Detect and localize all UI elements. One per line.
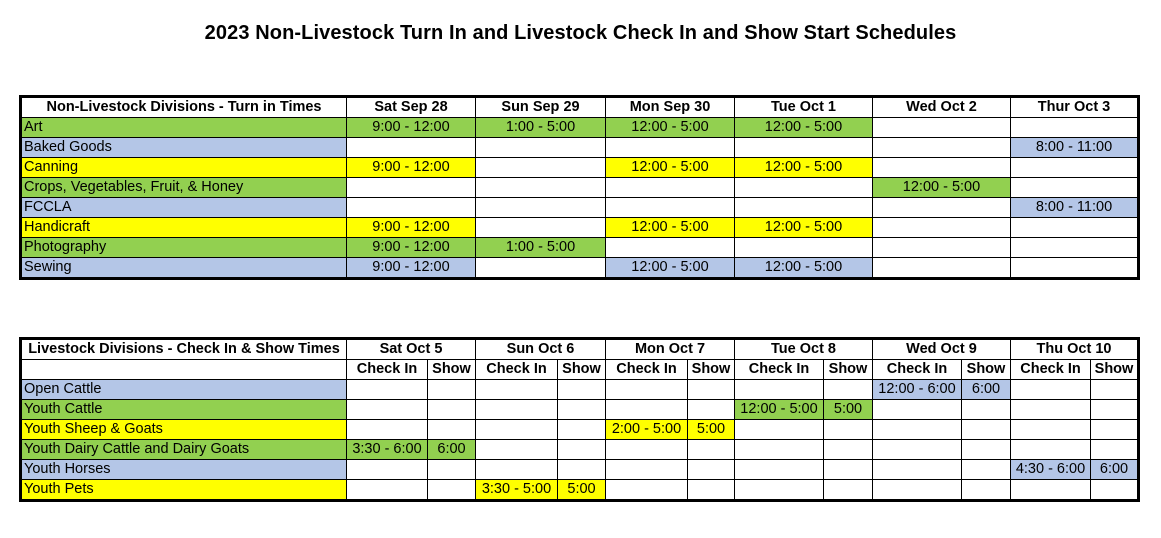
- table-row: [21, 218, 1139, 238]
- header-row: [21, 97, 1139, 118]
- table-row: [21, 198, 1139, 218]
- time-cell: 8:00 - 11:00: [1011, 198, 1139, 218]
- check-in-cell: [606, 400, 688, 420]
- day-header: Tue Oct 1: [735, 97, 873, 118]
- check-in-cell: [476, 440, 558, 460]
- time-cell: [476, 138, 606, 158]
- time-cell: 12:00 - 5:00: [606, 118, 735, 138]
- check-in-cell: [873, 480, 962, 501]
- non-livestock-schedule-table: [19, 95, 1140, 280]
- time-cell: [606, 178, 735, 198]
- check-in-cell: [476, 460, 558, 480]
- check-in-cell: 2:00 - 5:00: [606, 420, 688, 440]
- check-in-cell: 3:30 - 6:00: [347, 440, 428, 460]
- blank-cell: [21, 360, 347, 380]
- show-cell: 5:00: [688, 420, 735, 440]
- header-row: [21, 339, 1139, 360]
- check-in-cell: [347, 460, 428, 480]
- show-cell: [962, 400, 1011, 420]
- show-header: Show: [688, 360, 735, 380]
- division-name: Youth Sheep & Goats: [21, 420, 347, 440]
- time-cell: [347, 178, 476, 198]
- show-cell: [688, 440, 735, 460]
- show-cell: [1091, 480, 1139, 501]
- show-cell: [428, 380, 476, 400]
- check-in-header: Check In: [606, 360, 688, 380]
- show-cell: [428, 420, 476, 440]
- show-cell: [824, 420, 873, 440]
- show-header: Show: [962, 360, 1011, 380]
- time-cell: [606, 138, 735, 158]
- show-cell: [1091, 440, 1139, 460]
- show-cell: [824, 440, 873, 460]
- show-header: Show: [428, 360, 476, 380]
- check-in-cell: [735, 440, 824, 460]
- check-in-cell: [606, 460, 688, 480]
- time-cell: 12:00 - 5:00: [873, 178, 1011, 198]
- time-cell: 12:00 - 5:00: [606, 158, 735, 178]
- time-cell: 12:00 - 5:00: [735, 218, 873, 238]
- show-cell: [962, 480, 1011, 501]
- division-header: Non-Livestock Divisions - Turn in Times: [21, 97, 347, 118]
- show-cell: [1091, 420, 1139, 440]
- time-cell: 9:00 - 12:00: [347, 158, 476, 178]
- show-cell: [558, 460, 606, 480]
- show-cell: [558, 400, 606, 420]
- time-cell: [873, 218, 1011, 238]
- time-cell: 12:00 - 5:00: [606, 258, 735, 279]
- time-cell: 8:00 - 11:00: [1011, 138, 1139, 158]
- time-cell: [606, 198, 735, 218]
- show-cell: [1091, 400, 1139, 420]
- check-in-cell: 12:00 - 5:00: [735, 400, 824, 420]
- time-cell: [1011, 218, 1139, 238]
- time-cell: [1011, 238, 1139, 258]
- check-in-cell: 4:30 - 6:00: [1011, 460, 1091, 480]
- table-row: [21, 420, 1139, 440]
- check-in-cell: [873, 460, 962, 480]
- check-in-cell: [347, 480, 428, 501]
- show-cell: [428, 400, 476, 420]
- time-cell: [347, 138, 476, 158]
- check-in-cell: [873, 440, 962, 460]
- time-cell: [873, 138, 1011, 158]
- show-cell: [428, 460, 476, 480]
- time-cell: [606, 238, 735, 258]
- check-in-cell: [347, 380, 428, 400]
- show-cell: [824, 480, 873, 501]
- division-header: Livestock Divisions - Check In & Show Times: [21, 339, 347, 360]
- time-cell: [873, 158, 1011, 178]
- time-cell: [1011, 118, 1139, 138]
- time-cell: [476, 258, 606, 279]
- check-in-cell: [1011, 480, 1091, 501]
- time-cell: [735, 178, 873, 198]
- time-cell: [735, 238, 873, 258]
- check-in-header: Check In: [873, 360, 962, 380]
- time-cell: [476, 218, 606, 238]
- time-cell: 9:00 - 12:00: [347, 258, 476, 279]
- show-cell: [688, 400, 735, 420]
- show-cell: [688, 380, 735, 400]
- show-cell: 5:00: [558, 480, 606, 501]
- check-in-cell: [1011, 440, 1091, 460]
- show-cell: 6:00: [1091, 460, 1139, 480]
- check-in-cell: [347, 420, 428, 440]
- show-cell: [558, 420, 606, 440]
- time-cell: 12:00 - 5:00: [735, 258, 873, 279]
- check-in-cell: [1011, 420, 1091, 440]
- table-row: [21, 178, 1139, 198]
- table-row: [21, 258, 1139, 279]
- table-row: [21, 460, 1139, 480]
- check-in-cell: [1011, 380, 1091, 400]
- time-cell: 12:00 - 5:00: [735, 158, 873, 178]
- day-header: Wed Oct 2: [873, 97, 1011, 118]
- time-cell: 9:00 - 12:00: [347, 118, 476, 138]
- check-in-cell: [347, 400, 428, 420]
- division-name: Photography: [21, 238, 347, 258]
- day-header: Thur Oct 3: [1011, 97, 1139, 118]
- table-row: [21, 400, 1139, 420]
- division-name: Crops, Vegetables, Fruit, & Honey: [21, 178, 347, 198]
- day-header: Wed Oct 9: [873, 339, 1011, 360]
- check-in-cell: [873, 420, 962, 440]
- time-cell: [873, 238, 1011, 258]
- table-row: [21, 118, 1139, 138]
- division-name: Art: [21, 118, 347, 138]
- day-header: Sat Sep 28: [347, 97, 476, 118]
- time-cell: 12:00 - 5:00: [735, 118, 873, 138]
- division-name: Open Cattle: [21, 380, 347, 400]
- day-header: Sun Oct 6: [476, 339, 606, 360]
- check-in-cell: [476, 400, 558, 420]
- division-name: Youth Horses: [21, 460, 347, 480]
- table-row: [21, 380, 1139, 400]
- check-in-header: Check In: [347, 360, 428, 380]
- division-name: Sewing: [21, 258, 347, 279]
- division-name: Canning: [21, 158, 347, 178]
- check-in-header: Check In: [476, 360, 558, 380]
- check-in-cell: [873, 400, 962, 420]
- time-cell: 1:00 - 5:00: [476, 118, 606, 138]
- show-cell: [962, 460, 1011, 480]
- day-header: Sun Sep 29: [476, 97, 606, 118]
- time-cell: [476, 178, 606, 198]
- check-in-cell: [606, 440, 688, 460]
- division-name: Youth Cattle: [21, 400, 347, 420]
- show-cell: [688, 460, 735, 480]
- table-row: [21, 158, 1139, 178]
- division-name: FCCLA: [21, 198, 347, 218]
- check-in-cell: [735, 460, 824, 480]
- table-row: [21, 138, 1139, 158]
- show-cell: 6:00: [962, 380, 1011, 400]
- day-header: Mon Oct 7: [606, 339, 735, 360]
- time-cell: [1011, 258, 1139, 279]
- show-cell: [824, 460, 873, 480]
- show-cell: [962, 420, 1011, 440]
- division-name: Baked Goods: [21, 138, 347, 158]
- time-cell: [873, 118, 1011, 138]
- show-cell: [962, 440, 1011, 460]
- show-cell: [428, 480, 476, 501]
- show-cell: [824, 380, 873, 400]
- time-cell: [735, 138, 873, 158]
- check-in-cell: [476, 420, 558, 440]
- check-in-cell: [606, 380, 688, 400]
- show-header: Show: [558, 360, 606, 380]
- page-title: 2023 Non-Livestock Turn In and Livestock Check In and Show Start Schedules: [204, 22, 957, 44]
- show-cell: 6:00: [428, 440, 476, 460]
- time-cell: 9:00 - 12:00: [347, 238, 476, 258]
- check-in-header: Check In: [735, 360, 824, 380]
- show-cell: [688, 480, 735, 501]
- check-in-cell: [735, 380, 824, 400]
- livestock-schedule-table: [19, 337, 1140, 502]
- time-cell: [1011, 178, 1139, 198]
- check-in-header: Check In: [1011, 360, 1091, 380]
- time-cell: 12:00 - 5:00: [606, 218, 735, 238]
- time-cell: [1011, 158, 1139, 178]
- check-in-cell: [606, 480, 688, 501]
- division-name: Youth Dairy Cattle and Dairy Goats: [21, 440, 347, 460]
- time-cell: [476, 198, 606, 218]
- check-in-cell: [735, 420, 824, 440]
- division-name: Youth Pets: [21, 480, 347, 501]
- show-header: Show: [824, 360, 873, 380]
- table-row: [21, 480, 1139, 501]
- show-cell: 5:00: [824, 400, 873, 420]
- show-cell: [1091, 380, 1139, 400]
- table-row: [21, 238, 1139, 258]
- show-header: Show: [1091, 360, 1139, 380]
- subheader-row: [21, 360, 1139, 380]
- time-cell: [347, 198, 476, 218]
- time-cell: [735, 198, 873, 218]
- check-in-cell: 3:30 - 5:00: [476, 480, 558, 501]
- day-header: Thu Oct 10: [1011, 339, 1139, 360]
- time-cell: [873, 198, 1011, 218]
- show-cell: [558, 380, 606, 400]
- check-in-cell: 12:00 - 6:00: [873, 380, 962, 400]
- time-cell: [873, 258, 1011, 279]
- time-cell: 1:00 - 5:00: [476, 238, 606, 258]
- day-header: Mon Sep 30: [606, 97, 735, 118]
- check-in-cell: [1011, 400, 1091, 420]
- time-cell: [476, 158, 606, 178]
- day-header: Sat Oct 5: [347, 339, 476, 360]
- division-name: Handicraft: [21, 218, 347, 238]
- time-cell: 9:00 - 12:00: [347, 218, 476, 238]
- show-cell: [558, 440, 606, 460]
- table-row: [21, 440, 1139, 460]
- day-header: Tue Oct 8: [735, 339, 873, 360]
- check-in-cell: [735, 480, 824, 501]
- check-in-cell: [476, 380, 558, 400]
